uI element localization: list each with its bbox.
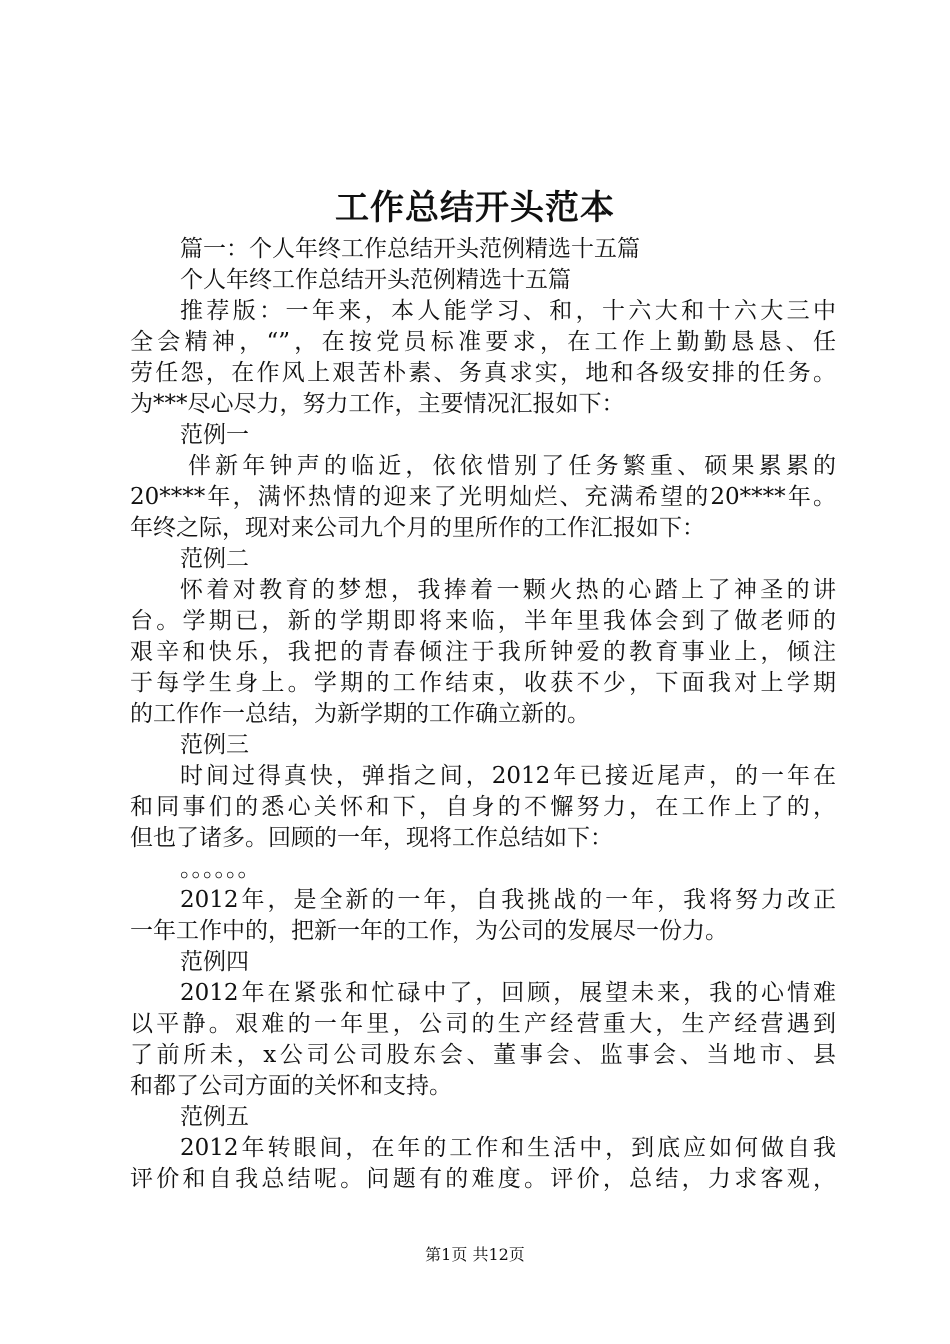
document-body — [130, 234, 836, 1195]
body-line: 艰辛和快乐，我把的青春倾注于我所钟爱的教育事业上，倾注 — [130, 639, 836, 665]
body-line: 时间过得真快，弹指之间，2012年已接近尾声，的一年在 — [180, 763, 836, 789]
body-line: 劳任怨，在作风上艰苦朴素、务真求实，地和各级安排的任务。 — [130, 360, 836, 386]
body-line: 范例二 — [180, 546, 249, 572]
body-line: 以平静。艰难的一年里，公司的生产经营重大，生产经营遇到 — [130, 1011, 836, 1037]
body-line: 怀着对教育的梦想，我捧着一颗火热的心踏上了神圣的讲 — [180, 577, 836, 603]
body-line: 年终之际，现对来公司九个月的里所作的工作汇报如下： — [130, 515, 705, 541]
body-line: 范例一 — [180, 422, 249, 448]
body-line: 。。。。。。 — [180, 856, 261, 882]
body-line: 台。学期已，新的学期即将来临，半年里我体会到了做老师的 — [130, 608, 836, 634]
body-line: 2012年在紧张和忙碌中了，回顾，展望未来，我的心情难 — [180, 980, 836, 1006]
body-line: 范例四 — [180, 949, 249, 975]
body-line: 于每学生身上。学期的工作结束，收获不少，下面我对上学期 — [130, 670, 836, 696]
body-line: 但也了诸多。回顾的一年，现将工作总结如下： — [130, 825, 613, 851]
body-line: 篇一：个人年终工作总结开头范例精选十五篇 — [180, 236, 640, 262]
body-line: 20****年，满怀热情的迎来了光明灿烂、充满希望的20****年。 — [130, 484, 836, 510]
body-line: 范例三 — [180, 732, 249, 758]
body-line: 2012年转眼间，在年的工作和生活中，到底应如何做自我 — [180, 1135, 836, 1161]
body-line: 个人年终工作总结开头范例精选十五篇 — [180, 267, 571, 293]
body-line: 全会精神，“”，在按党员标准要求，在工作上勤勤恳恳、任 — [130, 329, 836, 355]
body-line: 和都了公司方面的关怀和支持。 — [130, 1073, 452, 1099]
body-line: 一年工作中的，把新一年的工作，为公司的发展尽一份力。 — [130, 918, 728, 944]
body-line: 伴新年钟声的临近，依依惜别了任务繁重、硕果累累的 — [188, 453, 836, 479]
body-line: 的工作作一总结，为新学期的工作确立新的。 — [130, 701, 590, 727]
body-line: 和同事们的悉心关怀和下，自身的不懈努力，在工作上了的， — [130, 794, 836, 820]
body-line: 为***尽心尽力，努力工作，主要情况汇报如下： — [130, 391, 625, 417]
body-line: 推荐版：一年来，本人能学习、和，十六大和十六大三中 — [180, 298, 836, 324]
document-title: 工作总结开头范本 — [335, 188, 615, 228]
body-line: 范例五 — [180, 1104, 249, 1130]
page-footer: 第1页 共12页 — [425, 1245, 525, 1264]
body-line: 了前所未，x公司公司股东会、董事会、监事会、当地市、县 — [130, 1042, 836, 1068]
body-line: 评价和自我总结呢。问题有的难度。评价，总结，力求客观， — [130, 1166, 836, 1192]
body-line: 2012年，是全新的一年，自我挑战的一年，我将努力改正 — [180, 887, 836, 913]
